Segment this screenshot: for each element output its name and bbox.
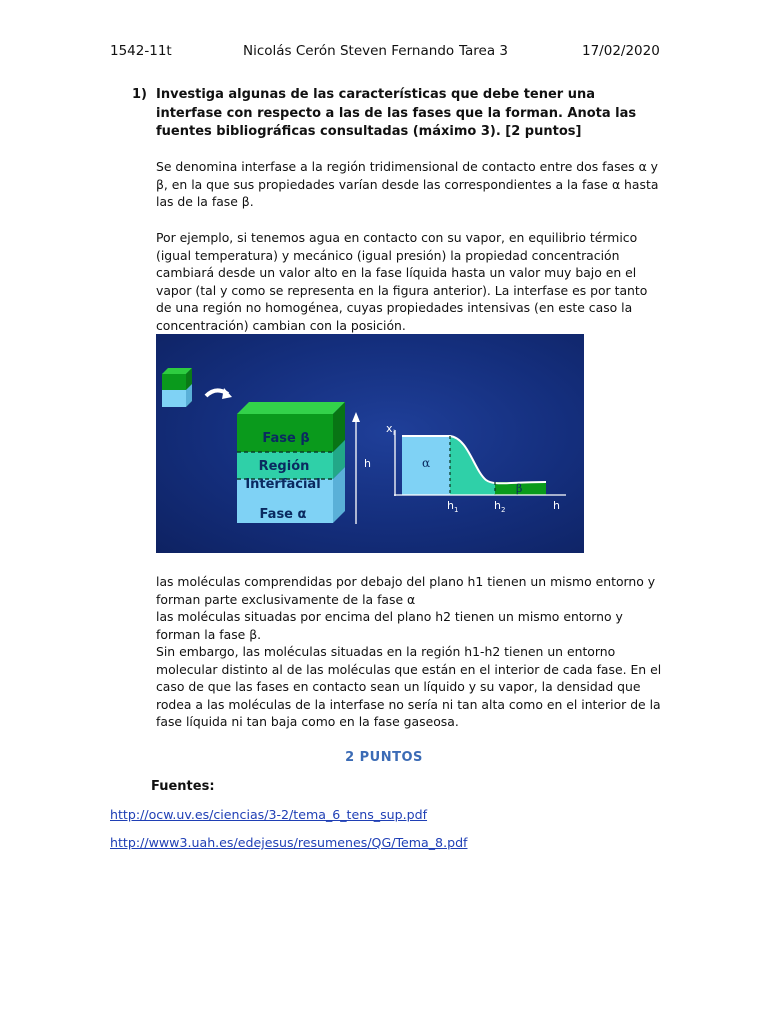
- label-region: Región: [258, 459, 310, 474]
- label-alpha: α: [422, 456, 431, 470]
- paragraph-above-h2: las moléculas situadas por encima del plano h2 tienen un mismo entorno y forman la fase β.: [156, 609, 623, 642]
- paragraph-interface-region: Sin embargo, las moléculas situadas en la región h1-h2 tienen un entorno molecular distinto al de las moléculas que están en el interior de cada fase. En el caso de que las fases en contacto sean un líquido y su vapor, la densidad que rodea a las moléculas de la interfase no sería ni tan alta como en el interior de la fase líquida ni tan baja como en la fase gaseosa.: [156, 644, 662, 730]
- label-h-end: h: [553, 499, 560, 512]
- small-cube: [162, 368, 192, 407]
- concentration-profile: [386, 422, 566, 514]
- label-h1: h: [447, 499, 454, 512]
- interface-figure: [156, 334, 584, 553]
- score-title: 2 PUNTOS: [345, 750, 423, 765]
- label-xi-sub: i: [393, 429, 395, 437]
- phase-block: [237, 402, 345, 523]
- paragraph-definition: Se denomina interfase a la región tridimensional de contacto entre dos fases α y β, en la que sus propiedades varían desde las correspondientes a la fase α hasta las de la fase β.: [156, 159, 659, 210]
- label-h2-sub: 2: [501, 506, 506, 514]
- interface-diagram: [156, 334, 584, 553]
- label-h1-sub: 1: [454, 506, 459, 514]
- course-code: 1542-11t: [110, 43, 172, 59]
- paragraph-example: Por ejemplo, si tenemos agua en contacto con su vapor, en equilibrio térmico (igual temperatura) y mecánico (igual presión) la propiedad concentración cambiará desde un valor alto en la fase líquida hasta un valor muy bajo en el vapor (tal y como se representa en la figura anterior). La interfase es por tanto de una región no homogénea, cuyas propiedades intensivas (en este caso la concentración) cambian con la posición.: [156, 230, 648, 333]
- date: 17/02/2020: [582, 43, 660, 59]
- sources-title: Fuentes:: [151, 779, 215, 794]
- label-beta: β: [516, 482, 523, 495]
- assignment-title: Tarea 3: [459, 43, 508, 59]
- question-1: [132, 86, 652, 142]
- label-fase-alpha: Fase α: [259, 507, 307, 522]
- question-text: Investiga algunas de las características que debe tener una interfase con respecto a las de las fases que la forman. Anota las fuentes bibliográficas consultadas (máximo 3). [2 puntos]: [156, 87, 637, 139]
- source-link-2[interactable]: http://www3.uah.es/edejesus/resumenes/QG/Tema_8.pdf: [110, 835, 468, 850]
- label-h-axis: h: [364, 457, 371, 470]
- label-fase-beta: Fase β: [262, 431, 310, 446]
- label-h2: h: [494, 499, 501, 512]
- label-interfacial: Interfacial: [245, 477, 321, 492]
- question-number: 1): [132, 87, 147, 102]
- paragraph-below-h1: las moléculas comprendidas por debajo del plano h1 tienen un mismo entorno y forman parte exclusivamente de la fase α: [156, 574, 656, 607]
- label-xi: x: [386, 422, 393, 435]
- author-name: Nicolás Cerón Steven Fernando: [243, 43, 455, 59]
- source-link-1[interactable]: http://ocw.uv.es/ciencias/3-2/tema_6_tens_sup.pdf: [110, 807, 428, 822]
